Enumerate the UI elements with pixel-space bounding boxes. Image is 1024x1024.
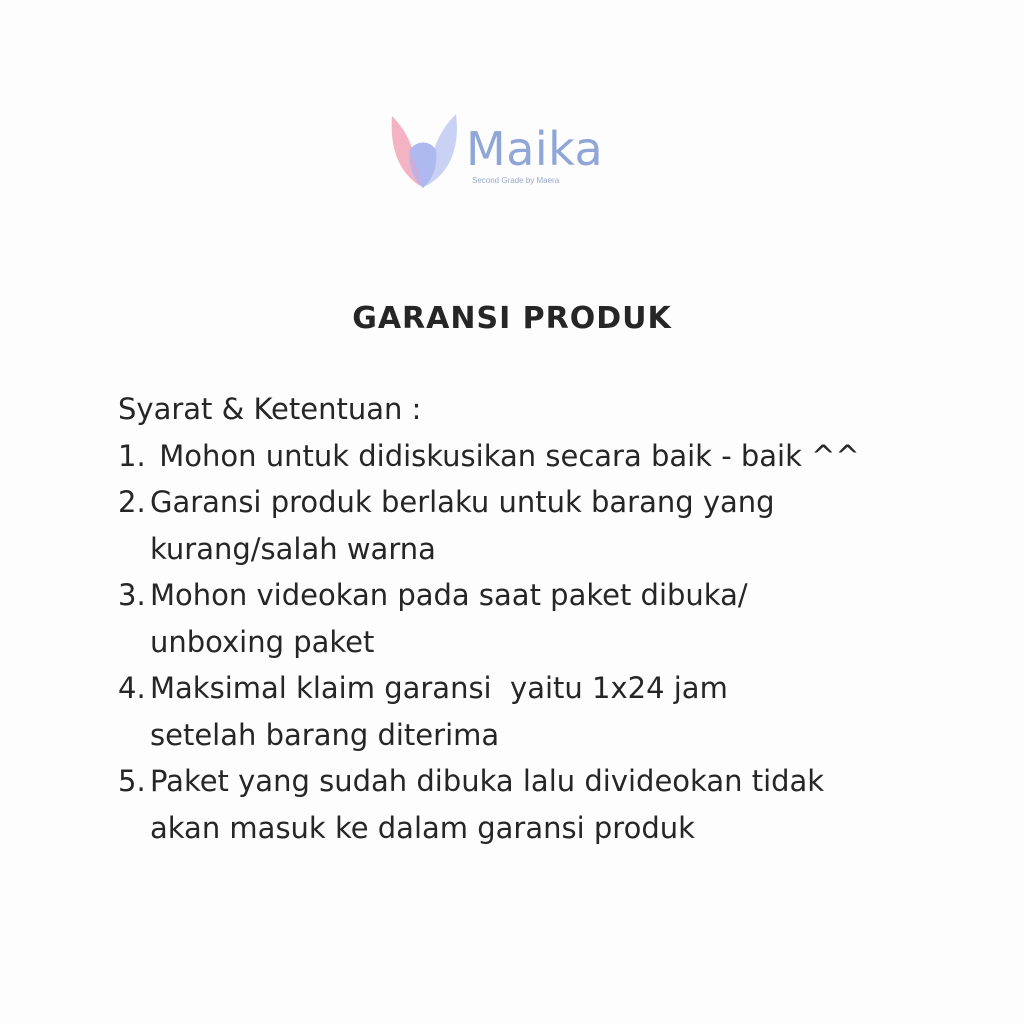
- term-number: 3.: [118, 578, 146, 612]
- page-title: GARANSI PRODUK: [352, 301, 672, 336]
- term-item-3: [118, 572, 998, 665]
- brand-logo: [386, 104, 636, 196]
- term-text: [150, 572, 998, 665]
- term-number: 1.: [118, 438, 146, 473]
- term-number: 2.: [118, 485, 146, 519]
- term-line: Garansi produk berlaku untuk barang yang: [150, 485, 775, 519]
- term-text: [150, 758, 998, 851]
- term-line: Maksimal klaim garansi yaitu 1x24 jam: [150, 671, 728, 705]
- term-text: [150, 479, 998, 572]
- term-item-1: [118, 433, 998, 480]
- term-line: akan masuk ke dalam garansi produk: [150, 810, 695, 845]
- term-line: setelah barang diterima: [150, 717, 500, 752]
- brand-wordmark: Maika: [466, 122, 604, 176]
- term-item-2: [118, 479, 998, 572]
- tulip-logo-icon: [386, 110, 462, 190]
- term-line: Mohon videokan pada saat paket dibuka/: [150, 578, 748, 612]
- brand-tagline: Second Grade by Maera: [472, 176, 560, 185]
- term-text: [150, 433, 998, 480]
- term-item-5: [118, 758, 998, 851]
- term-line: unboxing paket: [150, 624, 375, 659]
- term-text: [150, 665, 998, 758]
- term-line: Paket yang sudah dibuka lalu divideokan tidak: [150, 764, 825, 798]
- term-line: Mohon untuk didiskusikan secara baik - baik ^^: [150, 438, 860, 473]
- term-item-4: [118, 665, 998, 758]
- terms-section: [118, 386, 998, 851]
- term-number: 4.: [118, 671, 146, 705]
- term-line: kurang/salah warna: [150, 531, 436, 566]
- term-number: 5.: [118, 764, 146, 798]
- terms-heading: Syarat & Ketentuan :: [118, 392, 422, 426]
